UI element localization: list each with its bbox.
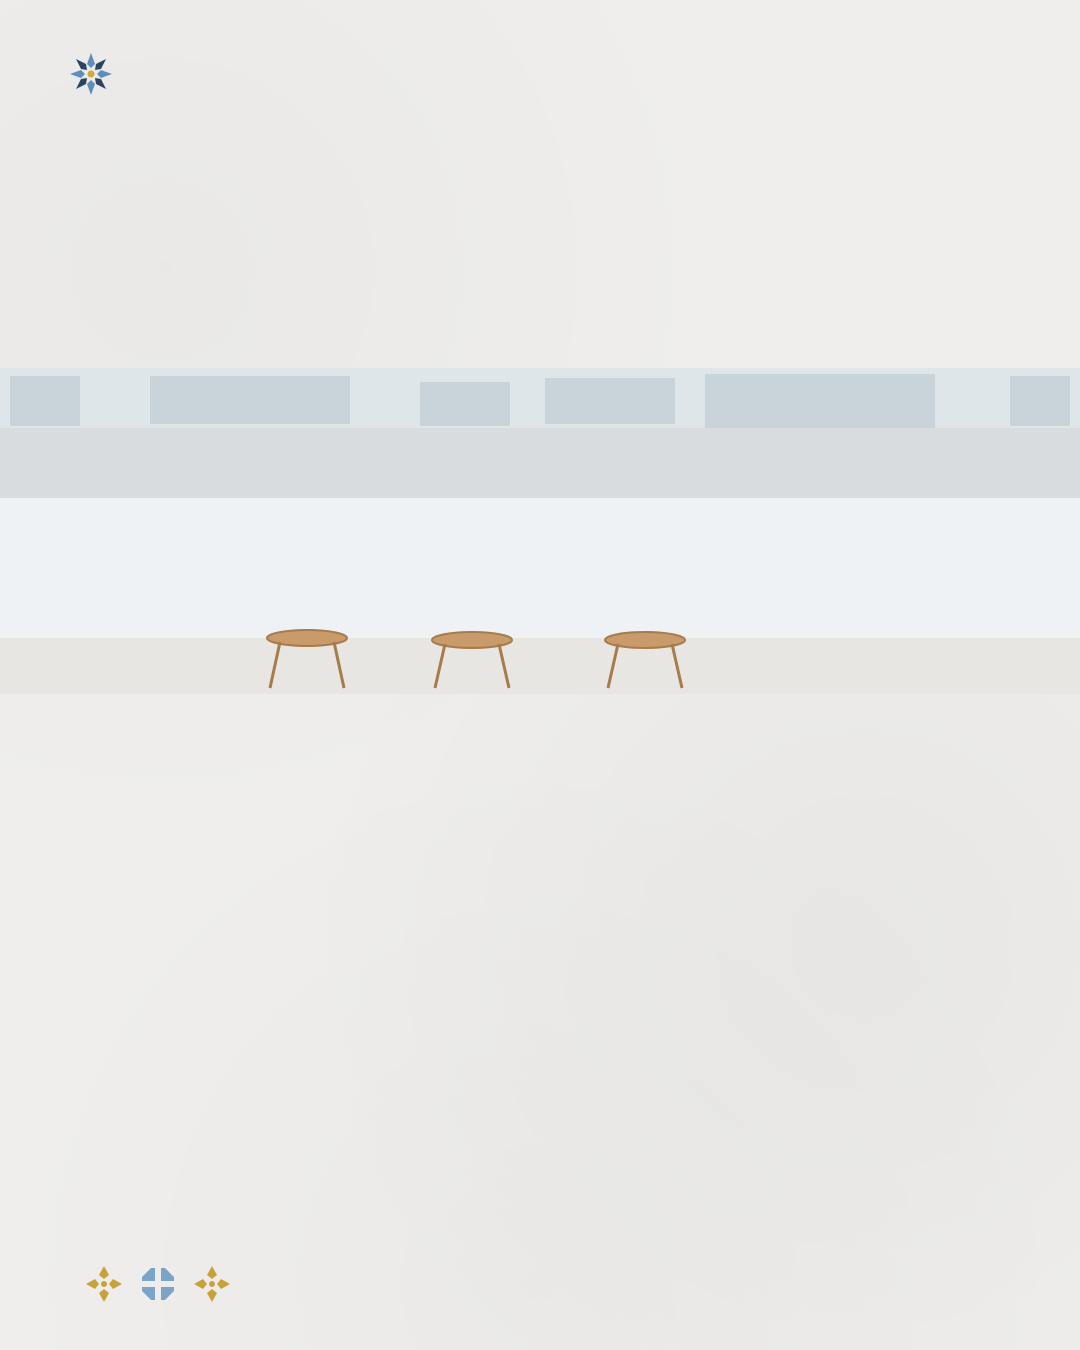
ministry-logo[interactable] xyxy=(68,51,124,97)
group-photo-cake-presentation xyxy=(128,120,950,370)
footer-ornaments xyxy=(84,1264,232,1304)
gold-ornament-icon xyxy=(84,1264,124,1304)
blue-ornament-icon xyxy=(138,1264,178,1304)
ministry-emblem-icon xyxy=(68,51,114,97)
group-photo-training-event xyxy=(0,368,1080,694)
article-body xyxy=(90,866,1020,898)
article-title xyxy=(90,726,990,780)
gold-ornament-icon xyxy=(192,1264,232,1304)
